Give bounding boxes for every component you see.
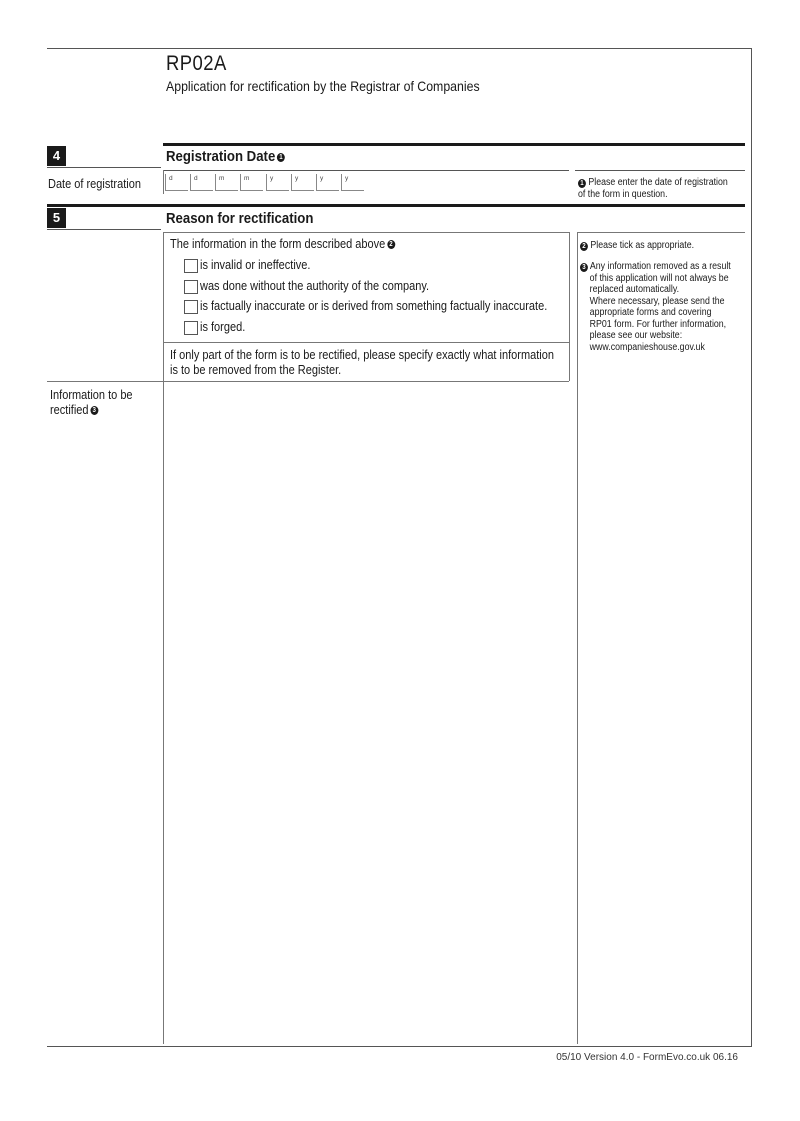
section-4-rule xyxy=(163,170,569,171)
section-4-note-rule xyxy=(575,170,745,171)
note-2 xyxy=(580,240,694,252)
guidance-panel-left xyxy=(577,232,578,1044)
date-day-2[interactable] xyxy=(190,174,213,191)
inaccurate-option-label: is factually inaccurate or is derived from something factually inaccurate. xyxy=(200,299,548,313)
information-to-be-rectified-field[interactable] xyxy=(166,384,570,1044)
reason-box-divider xyxy=(163,342,569,343)
note-marker-2-icon: 2 xyxy=(580,242,588,251)
note-marker-1-icon: 1 xyxy=(277,153,285,162)
reason-box-top xyxy=(163,232,569,233)
date-day-1[interactable] xyxy=(165,174,188,191)
information-label-text: Information to be rectified xyxy=(50,388,133,417)
reason-box-right xyxy=(569,232,570,381)
no-authority-checkbox[interactable] xyxy=(184,280,198,294)
section-4-left-rule xyxy=(47,167,161,168)
date-year-3[interactable] xyxy=(316,174,339,191)
note-2-text: Please tick as appropriate. xyxy=(590,240,695,251)
section-5-bar xyxy=(47,204,745,207)
date-year-4[interactable] xyxy=(341,174,364,191)
note-3-line: Where necessary, please send the xyxy=(589,295,725,307)
form-code: RP02A xyxy=(166,52,227,75)
section-4-number: 4 xyxy=(47,146,66,166)
forged-option-label: is forged. xyxy=(200,320,246,334)
section-4-title-text: Registration Date xyxy=(166,148,276,165)
note-3 xyxy=(580,261,731,353)
section-4-title xyxy=(166,148,285,165)
version-footer: 05/10 Version 4.0 - FormEvo.co.uk 06.16 xyxy=(556,1052,738,1063)
frame-bottom-border xyxy=(47,1046,752,1047)
form-title: Application for rectification by the Registrar of Companies xyxy=(166,78,480,94)
date-month-1-hint: m xyxy=(219,175,225,182)
note-marker-3-icon: 3 xyxy=(90,406,98,415)
invalid-option-label: is invalid or ineffective. xyxy=(200,258,311,272)
date-month-2-hint: m xyxy=(244,175,250,182)
reason-box-bottom xyxy=(47,381,569,382)
section-4-guidance-text: Please enter the date of registration of the form in question. xyxy=(578,177,728,200)
date-month-2[interactable] xyxy=(240,174,263,191)
no-authority-option-label: was done without the authority of the company. xyxy=(200,279,430,293)
reason-intro-text: The information in the form described above xyxy=(170,237,386,251)
date-year-1[interactable] xyxy=(266,174,289,191)
frame-right-border xyxy=(751,48,752,1046)
note-marker-3-icon: 3 xyxy=(580,263,588,272)
invalid-checkbox[interactable] xyxy=(184,259,198,273)
section-5-number: 5 xyxy=(47,208,66,228)
section-4-bar xyxy=(163,143,745,146)
date-year-2-hint: y xyxy=(295,175,299,182)
date-month-1[interactable] xyxy=(215,174,238,191)
reason-intro xyxy=(170,237,395,251)
partial-rectification-instruction: If only part of the form is to be rectified, please specify exactly what information is to be removed from the Register. xyxy=(170,348,554,377)
date-year-2[interactable] xyxy=(291,174,314,191)
website-link[interactable]: www.companieshouse.gov.uk xyxy=(589,341,705,353)
date-of-registration-label: Date of registration xyxy=(48,177,141,191)
note-3-line: RP01 form. For further information, xyxy=(589,318,727,330)
guidance-panel-top xyxy=(577,232,745,233)
section-5-title: Reason for rectification xyxy=(166,210,314,227)
frame-top-border xyxy=(47,48,751,49)
date-year-4-hint: y xyxy=(345,175,349,182)
note-3-line: please see our website: xyxy=(589,330,683,341)
inaccurate-checkbox[interactable] xyxy=(184,300,198,314)
note-3-line: Any information removed as a result xyxy=(589,261,731,272)
date-year-1-hint: y xyxy=(270,175,274,182)
note-3-line: replaced automatically. xyxy=(589,284,680,295)
date-day-1-hint: d xyxy=(169,175,173,182)
note-3-line: of this application will not always be xyxy=(589,272,729,284)
section-4-divider xyxy=(163,170,164,194)
information-to-be-rectified-label xyxy=(50,388,147,418)
date-day-2-hint: d xyxy=(194,175,198,182)
section-5-left-rule xyxy=(47,229,161,230)
forged-checkbox[interactable] xyxy=(184,321,198,335)
note-marker-1-icon: 1 xyxy=(578,179,586,188)
reason-box-left xyxy=(163,232,164,1044)
note-marker-2-icon: 2 xyxy=(387,240,395,249)
section-4-guidance-note xyxy=(578,177,736,200)
note-3-line: appropriate forms and covering xyxy=(589,307,712,318)
date-year-3-hint: y xyxy=(320,175,324,182)
